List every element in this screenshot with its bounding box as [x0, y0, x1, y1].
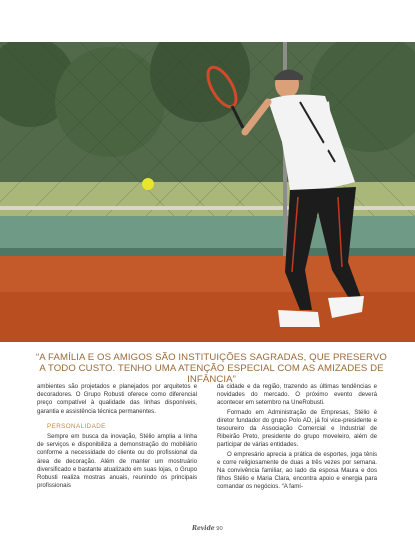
section-heading: PERSONALIDADE [47, 422, 106, 430]
right-paragraph-2: Formado em Administração de Empresas, Stélio é diretor fundador do grupo Polo AD, já foi vice-presidente e tesoureiro da Associação Comercial e Industrial de Ribeirão Preto, presidente do grupo moveleiro, além de participar de várias entidades. [217, 408, 377, 449]
pull-quote: “A FAMÍLIA E OS AMIGOS SÃO INSTITUIÇÕES SAGRADAS, QUE PRESERVO A TODO CUSTO. TENHO UMA ATENÇÃO ESPECIAL COM AS AMIZADES DE INFÂNCIA” [36, 352, 387, 385]
right-paragraph-1: da cidade e da região, trazendo as últimas tendências e novidades do mercado. O próximo evento deverá acontecer em setembro na UneRobusti. [217, 383, 377, 407]
page-number: 90 [216, 526, 223, 532]
tennis-photo [0, 42, 415, 342]
left-paragraph-2: Sempre em busca da inovação, Stélio amplia a linha de serviços e disponibiliza a demonstração do mobiliário conforme a necessidade do cliente ou do profissional da área de decoração. Além de manter um mostruário diversificado e bastante atualizado em suas lojas, o Grupo Robusti realiza mostras anuais, reunindo os principais profissionais [37, 433, 197, 490]
left-text-column [37, 383, 197, 491]
right-text-column [217, 383, 377, 493]
tennis-player-illustration [0, 42, 415, 342]
page-footer [192, 525, 223, 532]
left-paragraph-1: ambientes são projetados e planejados por arquitetos e decoradores. O Grupo Robusti oferece como diferencial preço compatível à qualidade das linhas disponíveis, garantia e assistência técnica permanentes. [37, 383, 197, 415]
right-paragraph-3: O empresário aprecia a prática de esportes, joga tênis e corre religiosamente de duas a três vezes por semana. Na convivência familiar, ao lado da esposa Maura e dos filhos Stélio e Maria Clara, encontra apoio e energia para comandar os negócios. “A famí- [217, 450, 377, 491]
magazine-name: Revide [192, 525, 215, 532]
